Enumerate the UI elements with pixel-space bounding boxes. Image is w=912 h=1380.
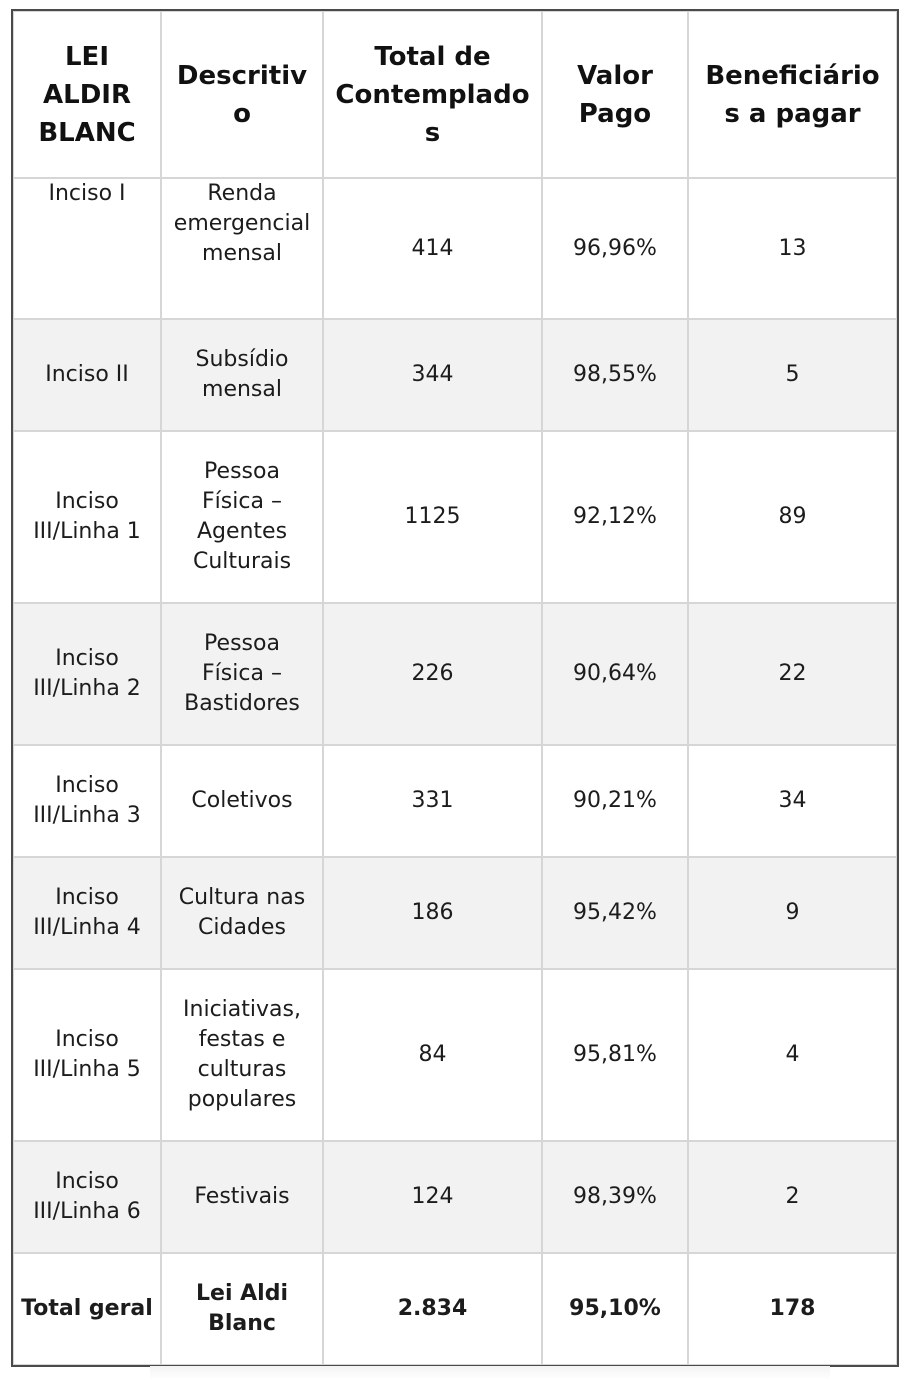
- cell-lei: Inciso I: [13, 178, 161, 319]
- cell-descritivo: Subsídio mensal: [161, 319, 323, 431]
- cell-total-contemplados: 1125: [323, 431, 542, 603]
- cell-beneficiarios: 2: [688, 1141, 897, 1253]
- table-row: [13, 603, 897, 745]
- cell-descritivo: Pessoa Física – Bastidores: [161, 603, 323, 745]
- table-row: [13, 319, 897, 431]
- cell-lei: Inciso III/Linha 5: [13, 969, 161, 1141]
- cell-beneficiarios: 89: [688, 431, 897, 603]
- cell-total-contemplados: 414: [323, 178, 542, 319]
- table-row: [13, 178, 897, 319]
- table-row: [13, 857, 897, 969]
- cell-valor-pago: 92,12%: [542, 431, 688, 603]
- cell-beneficiarios: 4: [688, 969, 897, 1141]
- cell-lei: Inciso III/Linha 1: [13, 431, 161, 603]
- cell-beneficiarios: 34: [688, 745, 897, 857]
- total-cell-valor-pago: 95,10%: [542, 1253, 688, 1365]
- header-cell-lei: LEI ALDIR BLANC: [13, 11, 161, 178]
- cell-beneficiarios: 13: [688, 178, 897, 319]
- cell-descritivo: Coletivos: [161, 745, 323, 857]
- total-cell-descritivo: Lei Aldi Blanc: [161, 1253, 323, 1365]
- cell-descritivo: Cultura nas Cidades: [161, 857, 323, 969]
- cell-total-contemplados: 124: [323, 1141, 542, 1253]
- cell-valor-pago: 98,55%: [542, 319, 688, 431]
- cell-lei: Inciso II: [13, 319, 161, 431]
- table-row: [13, 1141, 897, 1253]
- cell-total-contemplados: 84: [323, 969, 542, 1141]
- cell-beneficiarios: 9: [688, 857, 897, 969]
- cell-total-contemplados: 186: [323, 857, 542, 969]
- cell-descritivo: Festivais: [161, 1141, 323, 1253]
- total-cell-label: Total geral: [13, 1253, 161, 1365]
- table-row: [13, 745, 897, 857]
- total-cell-beneficiarios: 178: [688, 1253, 897, 1365]
- header-row: [13, 11, 897, 178]
- cell-lei: Inciso III/Linha 2: [13, 603, 161, 745]
- header-cell-descritivo: Descritivo: [161, 11, 323, 178]
- cell-descritivo: Pessoa Física – Agentes Culturais: [161, 431, 323, 603]
- header-cell-beneficiarios: Beneficiários a pagar: [688, 11, 897, 178]
- table-row: [13, 969, 897, 1141]
- cell-valor-pago: 90,21%: [542, 745, 688, 857]
- header-cell-valor-pago: Valor Pago: [542, 11, 688, 178]
- cell-descritivo: Renda emergencial mensal: [161, 178, 323, 319]
- cell-lei: Inciso III/Linha 4: [13, 857, 161, 969]
- cell-total-contemplados: 226: [323, 603, 542, 745]
- header-cell-total-contemplados: Total de Contemplados: [323, 11, 542, 178]
- total-row: [13, 1253, 897, 1365]
- cell-valor-pago: 90,64%: [542, 603, 688, 745]
- cell-valor-pago: 95,81%: [542, 969, 688, 1141]
- cell-lei: Inciso III/Linha 3: [13, 745, 161, 857]
- cell-total-contemplados: 344: [323, 319, 542, 431]
- cell-lei: Inciso III/Linha 6: [13, 1141, 161, 1253]
- cell-valor-pago: 98,39%: [542, 1141, 688, 1253]
- cell-valor-pago: 96,96%: [542, 178, 688, 319]
- cell-beneficiarios: 22: [688, 603, 897, 745]
- cell-beneficiarios: 5: [688, 319, 897, 431]
- total-cell-contemplados: 2.834: [323, 1253, 542, 1365]
- cell-valor-pago: 95,42%: [542, 857, 688, 969]
- cell-descritivo: Iniciativas, festas e culturas populares: [161, 969, 323, 1141]
- table-row: [13, 431, 897, 603]
- cell-total-contemplados: 331: [323, 745, 542, 857]
- bottom-shadow: [150, 1366, 830, 1380]
- lei-aldir-blanc-table: [12, 10, 898, 1366]
